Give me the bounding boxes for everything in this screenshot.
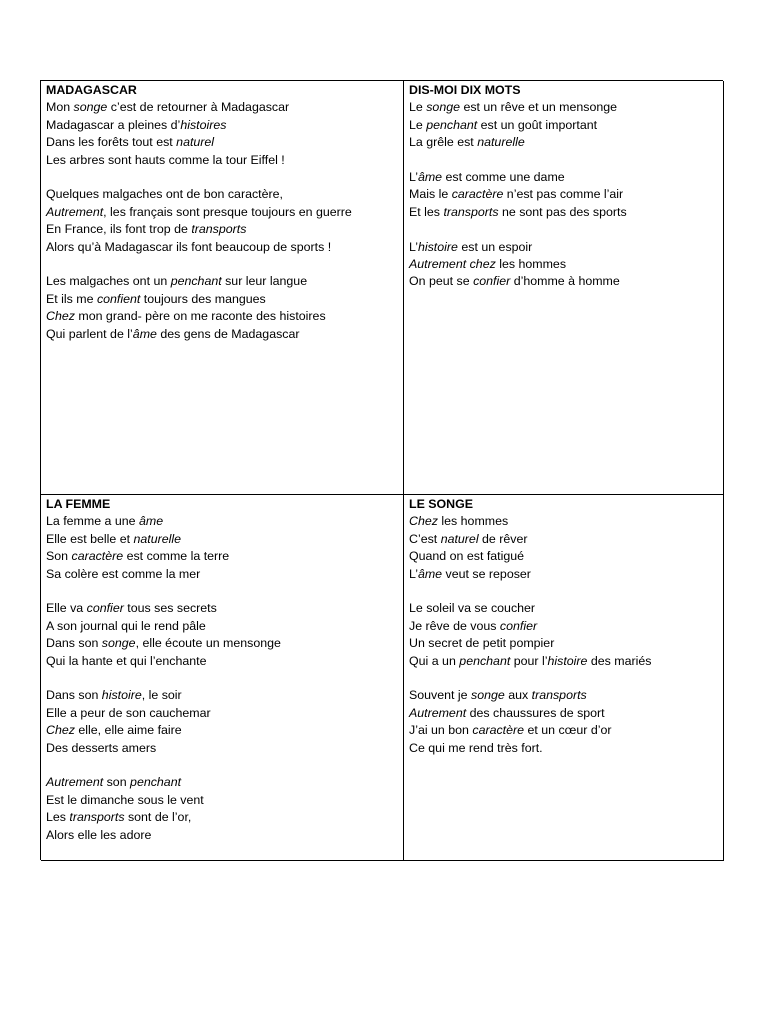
stanza-break [46, 169, 398, 186]
poem-keyword: penchant [170, 274, 222, 289]
poem-text: Mon [46, 100, 74, 115]
stanza-break [409, 152, 718, 169]
poem-text: est un rêve et un mensonge [460, 100, 618, 115]
poem-cell-la-femme [41, 495, 404, 861]
poem-text: A son journal qui le rend pâle [46, 618, 206, 633]
poem-line [46, 326, 398, 343]
poem-keyword: songe [101, 636, 136, 651]
poem-text: Les arbres sont hauts comme la tour Eiffel ! [46, 152, 285, 167]
poem-text: les hommes [437, 514, 509, 529]
poem-line [46, 99, 398, 116]
poem-keyword: histoire [101, 688, 142, 703]
poem-keyword: Autrement chez [409, 257, 496, 272]
poem-line [46, 653, 398, 670]
poem-line [409, 273, 718, 290]
poem-keyword: Chez [409, 514, 438, 529]
poem-text: L’ [409, 566, 418, 581]
poem-keyword: histoire [547, 653, 588, 668]
poem-keyword: confient [96, 291, 141, 306]
poem-line [409, 531, 718, 548]
poem-keyword: histoires [180, 117, 227, 132]
poem-line [409, 256, 718, 273]
poem-text: La grêle est [409, 135, 478, 150]
poem-line [409, 566, 718, 583]
poem-line [409, 134, 718, 151]
poem-text: n’est pas comme l’air [503, 187, 624, 202]
poem-line [46, 635, 398, 652]
poem-line [409, 635, 718, 652]
poem-line [409, 513, 718, 530]
stanza-break [46, 757, 398, 774]
poem-text: Elle est belle et [46, 531, 134, 546]
poem-text: Et les [409, 204, 444, 219]
stanza-break [46, 583, 398, 600]
poem-line [409, 722, 718, 739]
poem-line [46, 221, 398, 238]
poem-text: Madagascar a pleines d’ [46, 117, 181, 132]
poem-text: , elle écoute un mensonge [135, 636, 281, 651]
poem-keyword: caractère [451, 187, 504, 202]
poem-text: sur leur langue [221, 274, 308, 289]
poem-keyword: âme [132, 326, 157, 341]
stanza-break [46, 256, 398, 273]
poem-text: des chaussures de sport [466, 705, 605, 720]
poem-text: sont de l’or, [124, 810, 192, 825]
poem-text: Le [409, 100, 427, 115]
stanza-break [409, 670, 718, 687]
poem-keyword: naturelle [133, 531, 182, 546]
poem-line [409, 204, 718, 221]
poem-lines [409, 513, 718, 757]
poem-text: On peut se [409, 274, 474, 289]
poem-line [46, 134, 398, 151]
poem-keyword: transports [443, 204, 499, 219]
poem-text: Sa colère est comme la mer [46, 566, 201, 581]
poem-line [46, 117, 398, 134]
poem-line [46, 308, 398, 325]
poem-text: Les malgaches ont un [46, 274, 171, 289]
poem-keyword: caractère [472, 723, 525, 738]
poem-keyword: transports [69, 810, 125, 825]
poem-text: Alors qu’à Madagascar ils font beaucoup de sports ! [46, 239, 332, 254]
poem-keyword: penchant [130, 775, 182, 790]
poem-line [46, 239, 398, 256]
poem-line [409, 117, 718, 134]
poem-line [46, 792, 398, 809]
poem-line [409, 239, 718, 256]
poem-keyword: penchant [459, 653, 511, 668]
poem-text: pour l’ [510, 653, 548, 668]
poem-line [46, 548, 398, 565]
poem-text: Elle a peur de son cauchemar [46, 705, 211, 720]
poem-text: les hommes [495, 257, 567, 272]
poem-keyword: histoire [417, 239, 458, 254]
poem-keyword: songe [426, 100, 460, 115]
poem-keyword: Chez [46, 309, 75, 324]
poem-lines [409, 99, 718, 290]
poem-text: est comme la terre [123, 549, 230, 564]
poem-text: Qui la hante et qui l’enchante [46, 653, 207, 668]
poem-text: Est le dimanche sous le vent [46, 792, 204, 807]
poem-text: aux [504, 688, 532, 703]
poem-keyword: caractère [71, 549, 124, 564]
poem-text: Et ils me [46, 291, 97, 306]
poem-table [40, 80, 723, 860]
poem-line [46, 687, 398, 704]
stanza-break [46, 670, 398, 687]
poem-text: , le soir [141, 688, 182, 703]
poem-text: des mariés [587, 653, 652, 668]
poem-keyword: naturel [176, 135, 215, 150]
poem-cell-le-songe [404, 495, 724, 861]
poem-line [46, 774, 398, 791]
poem-keyword: âme [417, 170, 443, 185]
poem-line [46, 618, 398, 635]
stanza-break [409, 583, 718, 600]
poem-text: Son [46, 549, 72, 564]
poem-text: C’est [409, 531, 441, 546]
poem-text: Le soleil va se coucher [409, 601, 536, 616]
poem-keyword: Autrement [46, 775, 104, 790]
poem-text: L’ [409, 239, 418, 254]
poem-line [46, 513, 398, 530]
poem-text: La femme a une [46, 514, 139, 529]
poem-text: toujours des mangues [140, 291, 266, 306]
poem-line [46, 566, 398, 583]
poem-line [46, 204, 398, 221]
poem-text: Quelques malgaches ont de bon caractère, [46, 187, 283, 202]
poem-line [46, 531, 398, 548]
poem-text: est comme une dame [442, 170, 565, 185]
poem-keyword: penchant [426, 117, 478, 132]
poem-text: Dans les forêts tout est [46, 135, 177, 150]
poem-cell-madagascar [41, 81, 404, 495]
poem-text: J’ai un bon [409, 723, 473, 738]
poem-text: mon grand- père on me raconte des histoires [74, 309, 326, 324]
poem-line [46, 186, 398, 203]
poem-text: son [103, 775, 131, 790]
poem-text: Quand on est fatigué [409, 549, 525, 564]
poem-line [46, 722, 398, 739]
poem-text: L’ [409, 170, 418, 185]
poem-text: d’homme à homme [510, 274, 620, 289]
poem-text: Ce qui me rend très fort. [409, 740, 543, 755]
poem-text: Mais le [409, 187, 452, 202]
poem-line [46, 705, 398, 722]
poem-line [409, 653, 718, 670]
poem-text: ne sont pas des sports [498, 204, 627, 219]
poem-text: Je rêve de vous [409, 618, 500, 633]
poem-text: Le [409, 117, 427, 132]
poem-lines [46, 513, 398, 844]
poem-keyword: Chez [46, 723, 75, 738]
poem-text: et un cœur d’or [524, 723, 612, 738]
poem-text: Qui a un [409, 653, 460, 668]
poem-title: LA FEMME [46, 497, 111, 511]
poem-line [409, 99, 718, 116]
poem-text: Un secret de petit pompier [409, 636, 555, 651]
poem-keyword: Autrement [409, 705, 467, 720]
poem-keyword: songe [471, 688, 505, 703]
poem-text: c’est de retourner à Madagascar [107, 100, 290, 115]
poem-text: est un goût important [477, 117, 598, 132]
poem-keyword: confier [473, 274, 511, 289]
poem-line [409, 705, 718, 722]
poem-text: En France, ils font trop de [46, 222, 192, 237]
poem-keyword: confier [86, 601, 124, 616]
poem-text: Qui parlent de l’ [46, 326, 133, 341]
poem-keyword: naturel [440, 531, 479, 546]
poem-text: tous ses secrets [123, 601, 217, 616]
poem-line [409, 169, 718, 186]
poem-text: , les français sont presque toujours en guerre [103, 204, 352, 219]
poem-keyword: âme [417, 566, 443, 581]
poem-line [46, 273, 398, 290]
poem-line [409, 740, 718, 757]
poem-line [409, 186, 718, 203]
poem-line [46, 740, 398, 757]
poem-text: Elle va [46, 601, 87, 616]
poem-text: Souvent je [409, 688, 471, 703]
poem-text: Des desserts amers [46, 740, 157, 755]
poem-title: LE SONGE [409, 497, 474, 511]
poem-cell-dis-moi-dix-mots [404, 81, 724, 495]
poem-text: veut se reposer [442, 566, 531, 581]
poem-text: des gens de Madagascar [156, 326, 300, 341]
poem-text: Dans son [46, 636, 102, 651]
poem-line [409, 600, 718, 617]
poem-title: MADAGASCAR [46, 83, 137, 97]
poem-text: elle, elle aime faire [74, 723, 182, 738]
poem-line [409, 548, 718, 565]
poem-keyword: Autrement [46, 204, 104, 219]
poem-line [46, 809, 398, 826]
poem-keyword: naturelle [477, 135, 525, 150]
poem-line [46, 291, 398, 308]
poem-keyword: transports [191, 222, 247, 237]
stanza-break [409, 221, 718, 238]
poem-line [409, 687, 718, 704]
poem-text: Les [46, 810, 70, 825]
poem-keyword: transports [531, 688, 587, 703]
poem-line [46, 827, 398, 844]
poem-text: de rêver [478, 531, 528, 546]
poem-line [46, 600, 398, 617]
poem-text: est un espoir [457, 239, 533, 254]
poem-title: DIS-MOI DIX MOTS [409, 83, 521, 97]
poem-line [46, 152, 398, 169]
poem-keyword: confier [499, 618, 538, 633]
poem-keyword: âme [138, 514, 164, 529]
poem-text: Dans son [46, 688, 102, 703]
poem-text: Alors elle les adore [46, 827, 152, 842]
poem-keyword: songe [73, 100, 108, 115]
poem-lines [46, 99, 398, 343]
poem-line [409, 618, 718, 635]
